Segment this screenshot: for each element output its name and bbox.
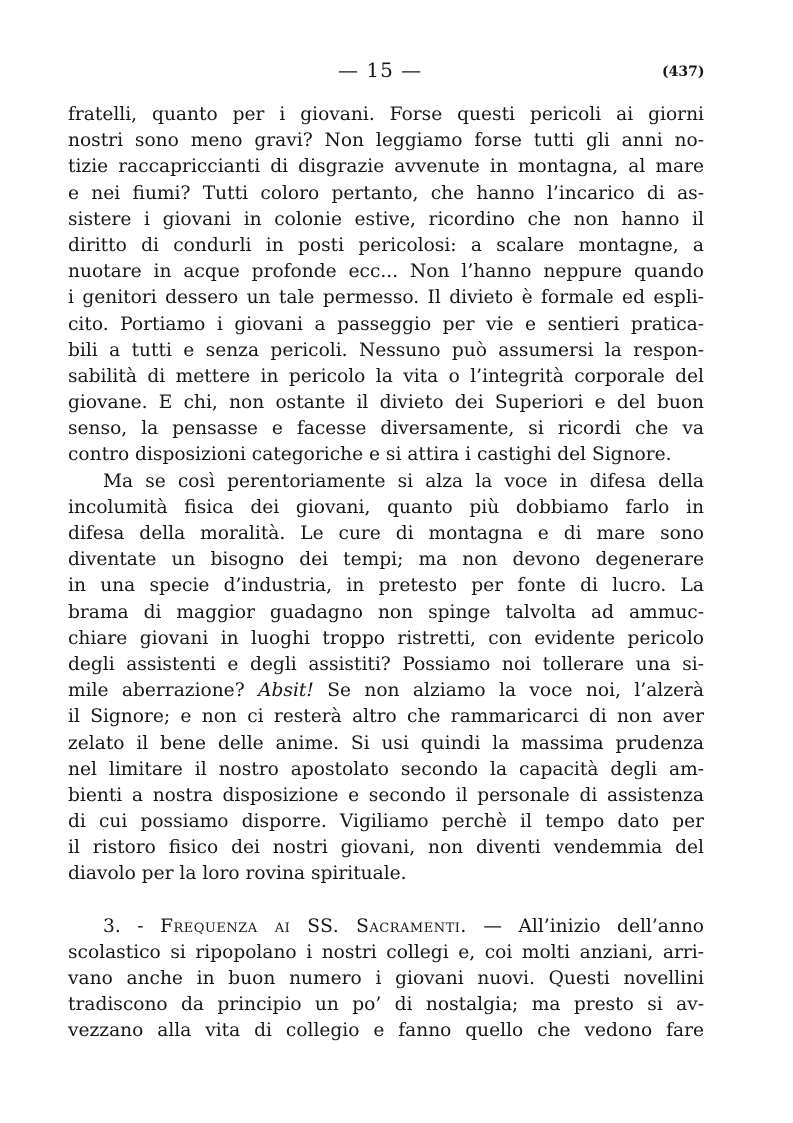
section-heading: Frequenza ai SS. Sacramenti. bbox=[160, 915, 467, 937]
text-line: il Signore; e non ci resterà altro che rammaricarci di non aver bbox=[68, 706, 704, 728]
text-line: nuotare in acque profonde ecc... Non l’hanno neppure quando bbox=[68, 261, 704, 283]
text-line: nel limitare il nostro apostolato secondo la capacità degli am- bbox=[68, 758, 704, 780]
page-reference: (437) bbox=[662, 64, 705, 80]
paragraph-3 bbox=[68, 914, 704, 1045]
text-line bbox=[68, 678, 704, 704]
text-line: degli assistenti e degli assistiti? Possiamo noi tollerare una si- bbox=[68, 653, 704, 675]
text-line: tizie raccapriccianti di disgrazie avvenute in montagna, al mare bbox=[68, 156, 704, 178]
paragraph-2 bbox=[68, 469, 704, 888]
text-line: sistere i giovani in colonie estive, ricordino che non hanno il bbox=[68, 208, 704, 230]
italic-text: Absit! bbox=[258, 680, 314, 702]
text-line: senso, la pensasse e facesse diversamente, si ricordi che va bbox=[68, 418, 704, 440]
text-line: tradiscono da principio un po’ di nostalgia; ma presto si av- bbox=[68, 994, 704, 1016]
text-line: contro disposizioni categoriche e si attira i castighi del Signore. bbox=[68, 444, 672, 466]
text-line: vezzano alla vita di collegio e fanno quello che vedono fare bbox=[68, 1020, 704, 1042]
text-run: Se non alziamo la voce noi, l’alzerà bbox=[327, 680, 705, 702]
section-heading-line bbox=[68, 914, 704, 940]
text-line: diritto di condurli in posti pericolosi: a scalare montagne, a bbox=[68, 234, 704, 256]
text-line: i genitori dessero un tale permesso. Il divieto è formale ed espli- bbox=[68, 287, 704, 309]
text-line: bienti a nostra disposizione e secondo il personale di assistenza bbox=[68, 784, 704, 806]
page-header bbox=[0, 58, 793, 88]
text-run: mile aberrazione? bbox=[68, 680, 245, 702]
text-line: in una specie d’industria, in pretesto per fonte di lucro. La bbox=[68, 575, 704, 597]
text-line: chiare giovani in luoghi troppo ristretti, con evidente pericolo bbox=[68, 627, 704, 649]
text-line: vano anche in buon numero i giovani nuovi. Questi novellini bbox=[68, 968, 704, 989]
page-number: — 15 — bbox=[338, 58, 423, 82]
text-line: scolastico si ripopolano i nostri collegi e, coi molti anziani, arri- bbox=[68, 941, 704, 963]
text-line: di cui possiamo disporre. Vigiliamo perchè il tempo dato per bbox=[68, 811, 704, 833]
text-line: sabilità di mettere in pericolo la vita o l’integrità corporale del bbox=[68, 365, 704, 387]
body-text bbox=[68, 102, 704, 1045]
text-line: nostri sono meno gravi? Non leggiamo forse tutti gli anni no- bbox=[68, 130, 704, 152]
text-line: difesa della moralità. Le cure di montagna e di mare sono bbox=[68, 523, 704, 544]
text-run: — All’inizio dell’anno bbox=[483, 915, 704, 937]
text-line: fratelli, quanto per i giovani. Forse questi pericoli ai giorni bbox=[68, 104, 704, 125]
text-line: bili a tutti e senza pericoli. Nessuno può assumersi la respon- bbox=[68, 339, 704, 361]
text-line: giovane. E chi, non ostante il divieto dei Superiori e del buon bbox=[68, 392, 704, 414]
text-line: incolumità fisica dei giovani, quanto più dobbiamo farlo in bbox=[68, 496, 704, 518]
paragraph-gap bbox=[68, 888, 704, 914]
text-line: diavolo per la loro rovina spirituale. bbox=[68, 863, 407, 885]
text-line: Ma se così perentoriamente si alza la voce in difesa della bbox=[103, 470, 704, 492]
text-line: brama di maggior guadagno non spinge talvolta ad ammuc- bbox=[68, 601, 704, 623]
section-number: 3. - bbox=[103, 915, 144, 937]
paragraph-1 bbox=[68, 102, 704, 469]
text-line: zelato il bene delle anime. Si usi quindi la massima prudenza bbox=[68, 732, 704, 754]
text-line: il ristoro fisico dei nostri giovani, non diventi vendemmia del bbox=[68, 837, 704, 859]
text-line: diventate un bisogno dei tempi; ma non devono degenerare bbox=[68, 549, 704, 571]
text-line: cito. Portiamo i giovani a passeggio per vie e sentieri pratica- bbox=[68, 313, 704, 335]
text-line: e nei fiumi? Tutti coloro pertanto, che hanno l’incarico di as- bbox=[68, 182, 704, 204]
